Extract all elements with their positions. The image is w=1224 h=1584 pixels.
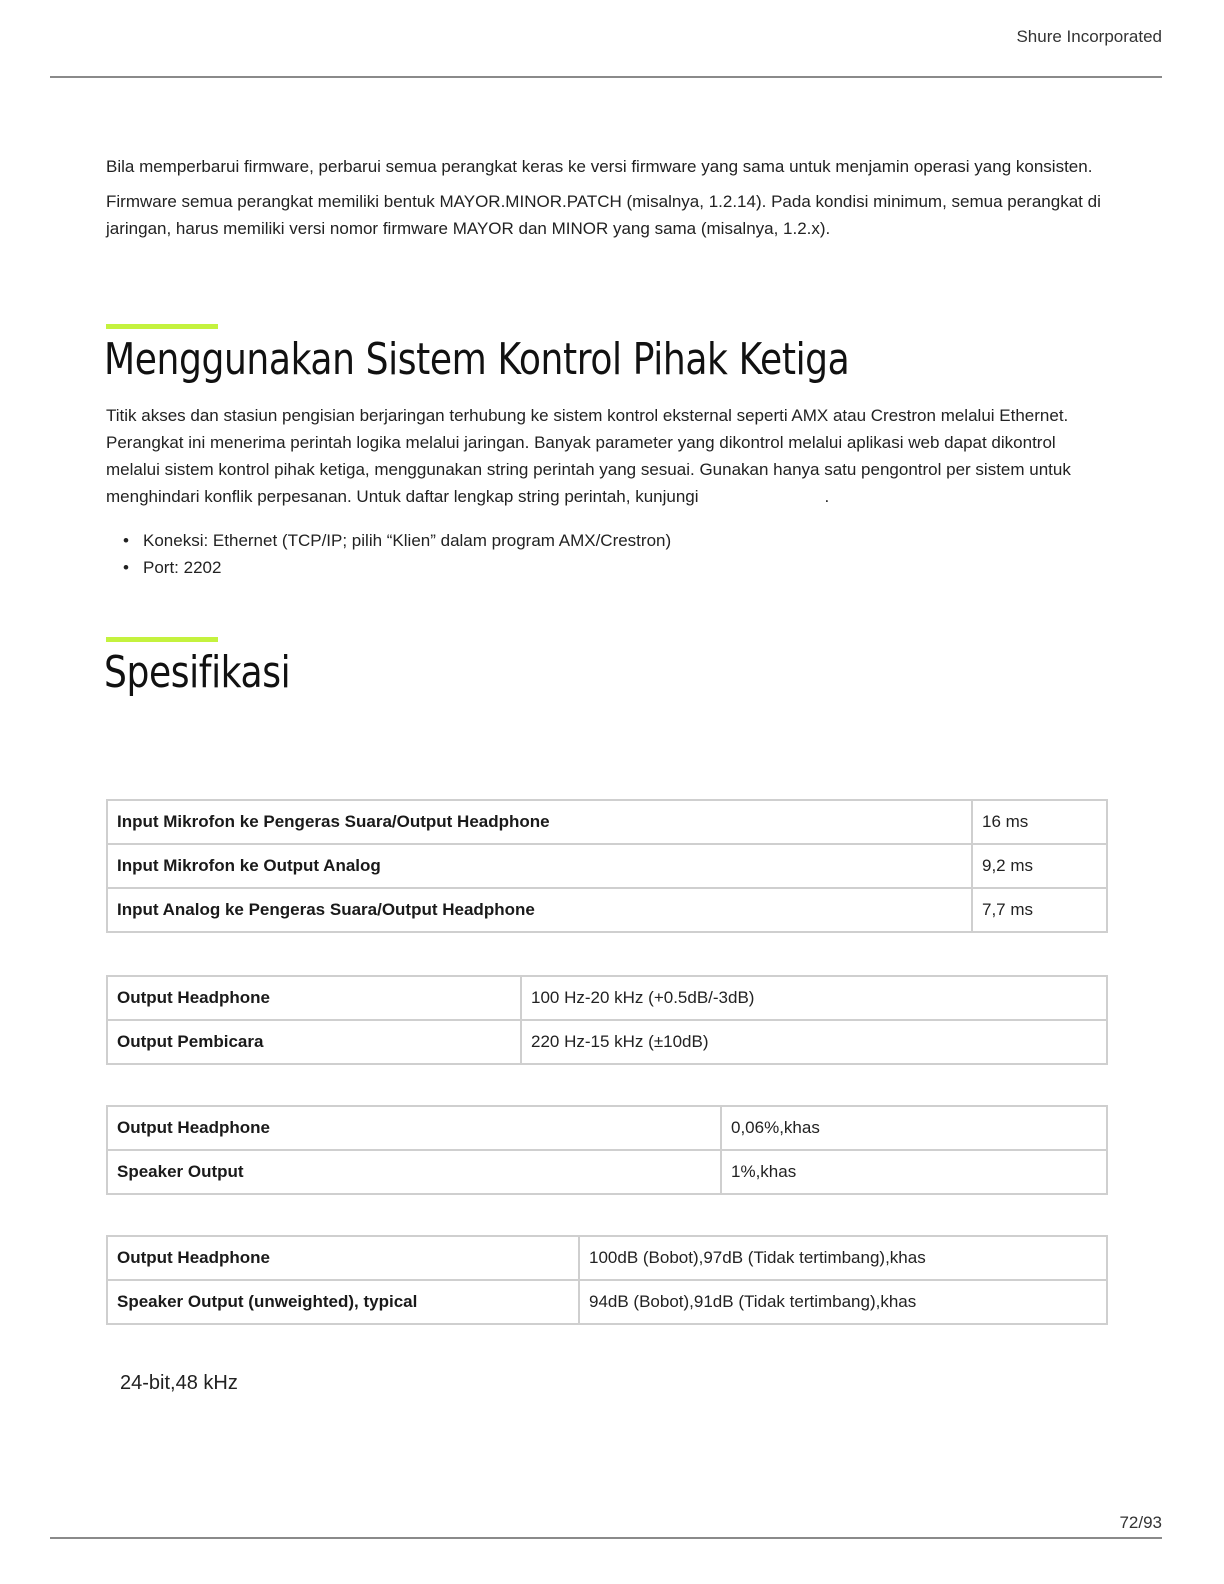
table-row (107, 1020, 1107, 1064)
table-cell-value: 100 Hz-20 kHz (+0.5dB/-3dB) (521, 976, 1107, 1020)
sampling-spec: 24-bit,48 kHz (120, 1372, 238, 1394)
frequency-response-table (106, 975, 1108, 1065)
firmware-section (106, 153, 1106, 242)
table-row (107, 844, 1107, 888)
table-row (107, 800, 1107, 844)
heading-accent-bar (106, 637, 218, 642)
table-row (107, 1280, 1107, 1324)
firmware-paragraph-2: Firmware semua perangkat memiliki bentuk MAYOR.MINOR.PATCH (misalnya, 1.2.14). Pada kondisi minimum, semua perangkat di jaringan, harus memiliki versi nomor firmware MAYOR dan MINOR yang sama (misalnya, 1.2.x). (106, 192, 1101, 238)
connection-list (106, 527, 1106, 581)
header-company-name: Shure Incorporated (1016, 27, 1162, 46)
dynamic-range-table (106, 1235, 1108, 1325)
heading-accent-bar (106, 324, 218, 329)
header-divider (50, 76, 1162, 78)
list-item: • Koneksi: Ethernet (TCP/IP; pilih “Klien” dalam program AMX/Crestron) (143, 527, 1106, 554)
table-cell-label: Input Mikrofon ke Output Analog (107, 844, 972, 888)
third-party-section (106, 402, 1106, 581)
table-cell-label: Input Analog ke Pengeras Suara/Output Headphone (107, 888, 972, 932)
thd-table (106, 1105, 1108, 1195)
table-row (107, 976, 1107, 1020)
latency-table (106, 799, 1108, 933)
table-cell-value: 0,06%,khas (721, 1106, 1107, 1150)
third-party-heading: Menggunakan Sistem Kontrol Pihak Ketiga (104, 334, 850, 385)
table-row (107, 1150, 1107, 1194)
table-cell-label: Output Pembicara (107, 1020, 521, 1064)
table-cell-label: Output Headphone (107, 1236, 579, 1280)
table-cell-value: 16 ms (972, 800, 1107, 844)
table-cell-label: Output Headphone (107, 976, 521, 1020)
third-party-paragraph-end: . (824, 487, 830, 506)
table-row (107, 1236, 1107, 1280)
table-cell-value: 9,2 ms (972, 844, 1107, 888)
list-item: • Port: 2202 (143, 554, 1106, 581)
third-party-paragraph (106, 402, 1106, 510)
table-cell-label: Speaker Output (107, 1150, 721, 1194)
table-cell-value: 100dB (Bobot),97dB (Tidak tertimbang),khas (579, 1236, 1107, 1280)
firmware-paragraph-1: Bila memperbarui firmware, perbarui semua perangkat keras ke versi firmware yang sama untuk menjamin operasi yang konsisten. (106, 157, 1093, 176)
third-party-paragraph-text: Titik akses dan stasiun pengisian berjaringan terhubung ke sistem kontrol eksternal seperti AMX atau Crestron melalui Ethernet. Perangkat ini menerima perintah logika melalui jaringan. Banyak parameter yang dikontrol melalui aplikasi web dapat dikontrol melalui sistem kontrol pihak ketiga, menggunakan string perintah yang sesuai. Gunakan hanya satu pengontrol per sistem untuk menghindari konflik perpesanan. Untuk daftar lengkap string perintah, kunjungi (106, 406, 1071, 506)
table-cell-value: 94dB (Bobot),91dB (Tidak tertimbang),khas (579, 1280, 1107, 1324)
footer-divider (50, 1537, 1162, 1539)
table-cell-value: 7,7 ms (972, 888, 1107, 932)
table-cell-label: Input Mikrofon ke Pengeras Suara/Output Headphone (107, 800, 972, 844)
table-cell-label: Speaker Output (unweighted), typical (107, 1280, 579, 1324)
page-number: 72/93 (1119, 1513, 1162, 1532)
table-row (107, 888, 1107, 932)
table-cell-label: Output Headphone (107, 1106, 721, 1150)
table-cell-value: 220 Hz-15 kHz (±10dB) (521, 1020, 1107, 1064)
table-row (107, 1106, 1107, 1150)
specs-heading: Spesifikasi (104, 647, 291, 698)
table-cell-value: 1%,khas (721, 1150, 1107, 1194)
